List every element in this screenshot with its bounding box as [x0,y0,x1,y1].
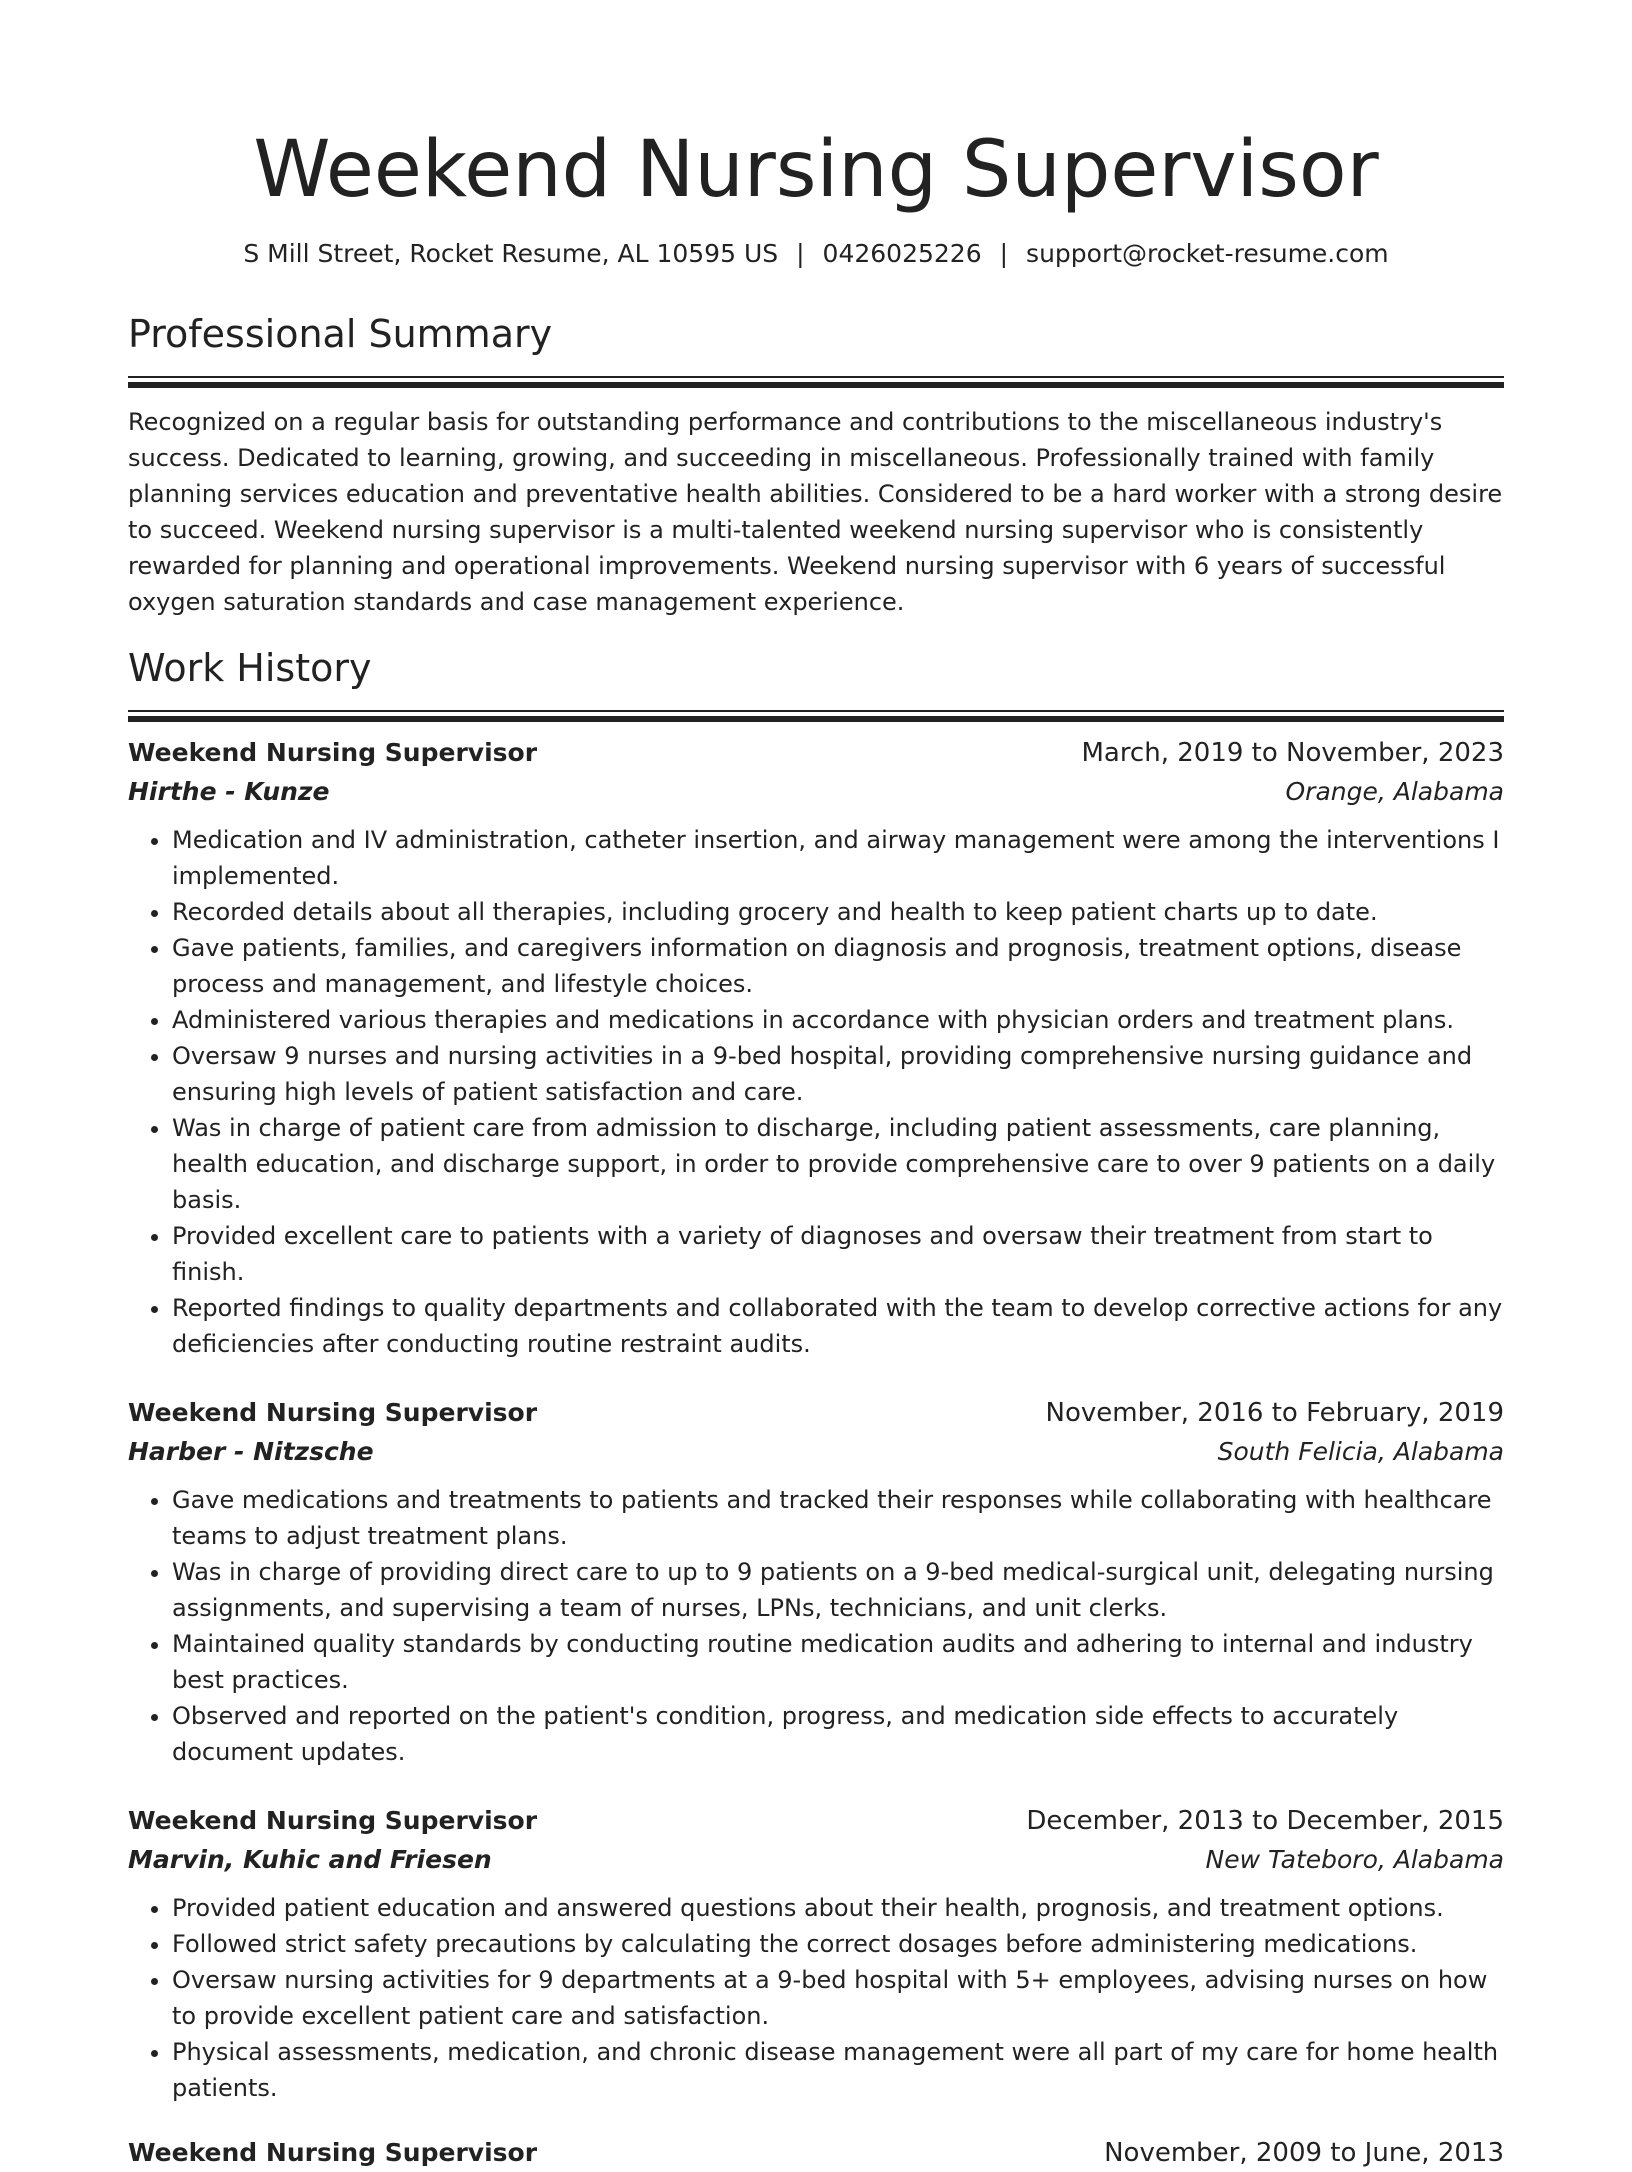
section-divider [128,710,1504,722]
contact-separator: | [999,239,1009,268]
job-bullet: • Recorded details about all therapies, including grocery and health to keep patient charts up to date. [172,894,1504,930]
job-entry [128,2134,1504,2172]
job-bullet: • Was in charge of providing direct care to up to 9 patients on a 9-bed medical-surgical unit, delegating nursing assignments, and supervising a team of nurses, LPNs, technicians, and unit clerks. [172,1554,1504,1626]
job-company: Hirthe - Kunze [128,777,330,806]
section-divider [128,376,1504,388]
job-bullet: • Provided patient education and answered questions about their health, prognosis, and treatment options. [172,1890,1504,1926]
summary-text: Recognized on a regular basis for outstanding performance and contributions to the miscellaneous industry's success. Dedicated to learning, growing, and succeeding in miscellaneous. Professionally trained with family planning services education and preventative health abilities. Considered to be a hard worker with a strong desire to succeed. Weekend nursing supervisor is a multi-talented weekend nursing supervisor who is consistently rewarded for planning and operational improvements. Weekend nursing supervisor with 6 years of successful oxygen saturation standards and case management experience. [128,408,1503,616]
job-header [128,2134,1504,2172]
job-bullet: • Provided excellent care to patients with a variety of diagnoses and oversaw their treatment from start to finish. [172,1218,1504,1290]
job-bullet: • Oversaw nursing activities for 9 departments at a 9-bed hospital with 5+ employees, advising nurses on how to provide excellent patient care and satisfaction. [172,1962,1504,2034]
job-bullets [128,822,1504,1362]
job-entry [128,1802,1504,2106]
contact-phone: 0426025226 [822,239,982,268]
job-bullets [128,1890,1504,2106]
job-bullet: • Maintained quality standards by conducting routine medication audits and adhering to internal and industry best practices. [172,1626,1504,1698]
job-dates: November, 2009 to June, 2013 [1104,2138,1504,2168]
section-title-summary: Professional Summary [128,312,553,356]
job-company: Marvin, Kuhic and Friesen [128,1845,492,1874]
job-dates: November, 2016 to February, 2019 [1045,1398,1504,1428]
contact-address: S Mill Street, Rocket Resume, AL 10595 US [243,239,779,268]
job-bullet: • Reported findings to quality departments and collaborated with the team to develop corrective actions for any deficiencies after conducting routine restraint audits. [172,1290,1504,1362]
contact-line [128,236,1504,272]
job-subheader [128,1840,1504,1880]
job-bullet: • Observed and reported on the patient's condition, progress, and medication side effects to accurately document updates. [172,1698,1504,1770]
job-title: Weekend Nursing Supervisor [128,738,538,767]
job-subheader [128,1432,1504,1472]
job-location: South Felicia, Alabama [1217,1437,1504,1466]
job-title: Weekend Nursing Supervisor [128,1398,538,1427]
job-title: Weekend Nursing Supervisor [128,1806,538,1835]
job-bullet: • Physical assessments, medication, and chronic disease management were all part of my care for home health patients. [172,2034,1504,2106]
job-location: New Tateboro, Alabama [1205,1845,1504,1874]
job-company: Harber - Nitzsche [128,1437,374,1466]
job-bullet: • Was in charge of patient care from admission to discharge, including patient assessments, care planning, health education, and discharge support, in order to provide comprehensive care to over 9 patients on a daily basis. [172,1110,1504,1218]
job-bullets [128,1482,1504,1770]
job-header [128,1394,1504,1432]
job-dates: December, 2013 to December, 2015 [1026,1806,1504,1836]
section-title-work-history: Work History [128,646,372,690]
job-bullet: • Gave medications and treatments to patients and tracked their responses while collaborating with healthcare teams to adjust treatment plans. [172,1482,1504,1554]
job-bullet: • Followed strict safety precautions by calculating the correct dosages before administering medications. [172,1926,1504,1962]
job-location: Orange, Alabama [1285,777,1504,806]
job-subheader [128,772,1504,812]
job-bullet: • Gave patients, families, and caregivers information on diagnosis and prognosis, treatment options, disease process and management, and lifestyle choices. [172,930,1504,1002]
contact-email: support@rocket-resume.com [1026,239,1389,268]
job-bullet: • Oversaw 9 nurses and nursing activities in a 9-bed hospital, providing comprehensive nursing guidance and ensuring high levels of patient satisfaction and care. [172,1038,1504,1110]
job-entry [128,734,1504,1362]
job-dates: March, 2019 to November, 2023 [1081,738,1504,768]
job-bullet: • Administered various therapies and medications in accordance with physician orders and treatment plans. [172,1002,1504,1038]
job-header [128,1802,1504,1840]
job-title: Weekend Nursing Supervisor [128,2138,538,2167]
job-header [128,734,1504,772]
job-bullet: • Medication and IV administration, catheter insertion, and airway management were among the interventions I implemented. [172,822,1504,894]
job-entry [128,1394,1504,1770]
contact-separator: | [796,239,805,268]
resume-page [128,0,1504,2172]
resume-name: Weekend Nursing Supervisor [253,125,1379,215]
